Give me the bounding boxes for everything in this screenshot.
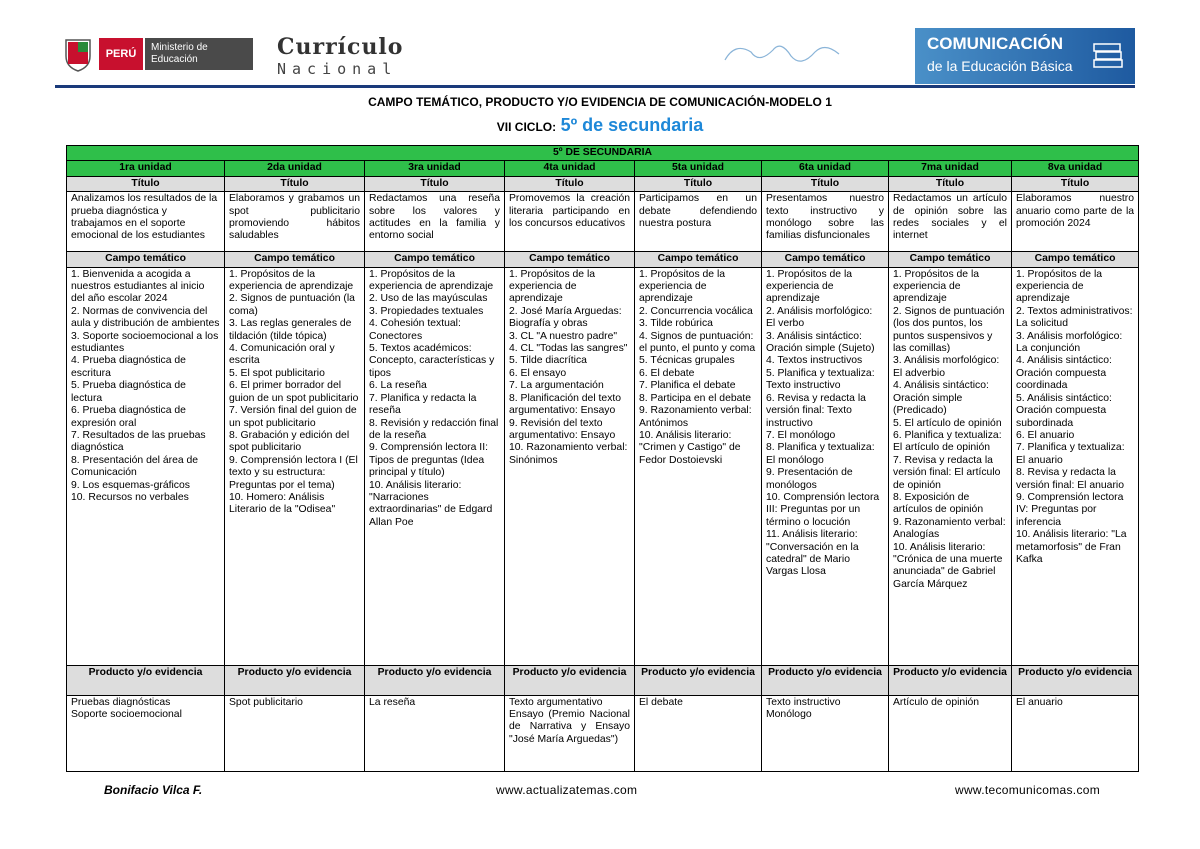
campo-label: Campo temático <box>225 252 365 267</box>
evidence-item: Artículo de opinión <box>893 696 980 708</box>
topic-item: 10. Análisis literario: "Crónica de una muerte anunciada" de Gabriel García Márquez <box>893 541 1003 590</box>
evidence-cell <box>225 695 365 771</box>
topic-item: 6. Prueba diagnóstica de expresión oral <box>71 405 186 429</box>
topic-item: 7. La argumentación <box>509 380 604 392</box>
topic-item: 8. Exposición de artículos de opinión <box>893 491 984 516</box>
topic-item: 3. Propiedades textuales <box>369 305 484 317</box>
titulo-label: Título <box>1012 176 1139 191</box>
ministry-label: Ministerio de Educación <box>145 38 253 70</box>
topic-item: 1. Propósitos de la experiencia de aprendizaje <box>639 268 726 305</box>
evidence-item: Soporte socioemocional <box>71 709 182 721</box>
producto-label: Producto y/o evidencia <box>365 665 505 695</box>
topic-item: 8. Grabación y edición del spot publicitario <box>229 429 350 454</box>
campo-label: Campo temático <box>67 252 225 267</box>
topic-item: 4. Análisis sintáctico: Oración compuesta coordinada <box>1016 355 1112 392</box>
evidence-item: Texto argumentativo <box>509 696 603 708</box>
topic-item: 4. Textos instructivos <box>766 355 863 367</box>
titulo-label: Título <box>365 176 505 191</box>
topic-item: 4. Análisis sintáctico: Oración simple (Predicado) <box>893 380 989 417</box>
unit-names-row <box>67 161 1139 176</box>
unit-name: 2da unidad <box>225 161 365 176</box>
producto-label: Producto y/o evidencia <box>762 665 889 695</box>
cycle-label: VII CICLO: <box>496 120 557 134</box>
evidence-item: Ensayo (Premio Nacional de Narrativa y Ensayo "José María Arguedas") <box>509 709 630 745</box>
topic-item: 6. El ensayo <box>509 367 567 379</box>
topics-cell <box>365 267 505 665</box>
producto-label: Producto y/o evidencia <box>67 665 225 695</box>
titulo-label: Título <box>225 176 365 191</box>
topic-item: 3. CL "A nuestro padre" <box>509 330 618 342</box>
topic-item: 8. Presentación del área de Comunicación <box>71 454 199 479</box>
topic-item: 3. Análisis morfológico: El adverbio <box>893 355 1000 379</box>
topic-item: 1. Propósitos de la experiencia de aprendizaje <box>369 268 494 293</box>
unit-title: Redactamos una reseña sobre los valores y actitudes en la familia y entorno social <box>365 192 505 252</box>
topic-item: 11. Análisis literario: "Conversación en la catedral" de Mario Vargas Llosa <box>766 529 859 578</box>
evidence-row <box>67 695 1139 771</box>
topic-item: 5. Tilde diacrítica <box>509 355 587 367</box>
website-link-1[interactable]: www.actualizatemas.com <box>496 783 638 797</box>
unit-titles-row <box>67 192 1139 252</box>
curriculum-title: Currículo <box>277 34 404 60</box>
topic-item: 7. Resultados de las pruebas diagnóstica <box>71 429 206 454</box>
unit-title: Participamos en un debate defendiendo nuestra postura <box>635 192 762 252</box>
evidence-item: Texto instructivo <box>766 696 841 708</box>
topics-cell <box>762 267 889 665</box>
topic-item: 9. Comprensión lectora II: Tipos de preguntas (Idea principal y título) <box>369 442 488 479</box>
topic-item: 10. Recursos no verbales <box>71 491 189 503</box>
topic-item: 4. Prueba diagnóstica de escritura <box>71 355 186 379</box>
topic-item: 2. Signos de puntuación (los dos puntos, los puntos suspensivos y las comillas) <box>893 305 1005 355</box>
evidence-item: Monólogo <box>766 709 812 721</box>
evidence-item: El debate <box>639 696 683 708</box>
titulo-label: Título <box>889 176 1012 191</box>
topic-item: 9. Razonamiento verbal: Analogías <box>893 516 1006 541</box>
cycle-line <box>0 115 1200 136</box>
author-name: Bonifacio Vilca F. <box>104 783 203 797</box>
topics-cell <box>225 267 365 665</box>
topic-item: 7. El monólogo <box>766 429 836 441</box>
unit-name: 7ma unidad <box>889 161 1012 176</box>
page-header <box>55 28 1135 88</box>
topic-item: 9. Comprensión lectora IV: Preguntas por inferencia <box>1016 491 1124 528</box>
unit-name: 3ra unidad <box>365 161 505 176</box>
campo-label: Campo temático <box>889 252 1012 267</box>
topic-item: 6. Planifica y textualiza: El artículo de opinión <box>893 429 1002 454</box>
topic-item: 1. Propósitos de la experiencia de aprendizaje <box>229 268 354 293</box>
topic-item: 2. Concurrencia vocálica <box>639 305 753 317</box>
campo-label-row <box>67 252 1139 267</box>
topic-item: 9. Revisión del texto argumentativo: Ensayo <box>509 417 616 441</box>
topic-item: 10. Análisis literario: "Crimen y Castigo" de Fedor Dostoievski <box>639 429 741 466</box>
evidence-item: El anuario <box>1016 696 1063 708</box>
topic-item: 2. Normas de convivencia del aula y distribución de ambientes <box>71 305 220 330</box>
topic-item: 8. Participa en el debate <box>639 392 752 404</box>
topic-item: 7. Revisa y redacta la versión final: El artículo de opinión <box>893 454 1001 491</box>
document-title: CAMPO TEMÁTICO, PRODUCTO Y/O EVIDENCIA DE COMUNICACIÓN-MODELO 1 <box>368 95 832 109</box>
unit-name: 8va unidad <box>1012 161 1139 176</box>
topic-item: 6. Revisa y redacta la versión final: Texto instructivo <box>766 392 866 429</box>
campo-label: Campo temático <box>505 252 635 267</box>
topic-item: 5. Análisis sintáctico: Oración compuesta subordinada <box>1016 392 1112 429</box>
topic-item: 8. Revisión y redacción final de la reseña <box>369 417 499 441</box>
topics-cell <box>635 267 762 665</box>
topic-item: 7. Planifica el debate <box>639 380 736 392</box>
unit-title: Redactamos un artículo de opinión sobre las redes sociales y el internet <box>889 192 1012 252</box>
banner-title: COMUNICACIÓN <box>927 34 1063 53</box>
topic-item: 3. Soporte socioemocional a los estudiantes <box>71 330 219 355</box>
topic-item: 5. Prueba diagnóstica de lectura <box>71 380 186 404</box>
evidence-cell <box>762 695 889 771</box>
unit-name: 6ta unidad <box>762 161 889 176</box>
topic-item: 10. Comprensión lectora III: Preguntas por un término o locución <box>766 491 880 528</box>
peru-shield-icon <box>63 36 93 72</box>
campo-label: Campo temático <box>635 252 762 267</box>
evidence-item: Spot publicitario <box>229 696 303 708</box>
evidence-item: La reseña <box>369 696 416 708</box>
topic-item: 1. Propósitos de la experiencia de aprendizaje <box>509 268 596 305</box>
topic-item: 1. Propósitos de la experiencia de aprendizaje <box>1016 268 1103 305</box>
unit-name: 4ta unidad <box>505 161 635 176</box>
topic-item: 3. Análisis morfológico: La conjunción <box>1016 330 1123 355</box>
topic-item: 6. El anuario <box>1016 429 1075 441</box>
topic-item: 3. Análisis sintáctico: Oración simple (Sujeto) <box>766 330 875 355</box>
topics-cell <box>1012 267 1139 665</box>
topic-item: 2. Uso de las mayúsculas <box>369 293 488 305</box>
evidence-cell <box>635 695 762 771</box>
communication-banner <box>915 28 1135 84</box>
evidence-cell <box>67 695 225 771</box>
campo-label: Campo temático <box>762 252 889 267</box>
titulo-label: Título <box>505 176 635 191</box>
topic-item: 10. Análisis literario: "Narraciones extraordinarias" de Edgard Allan Poe <box>369 479 493 528</box>
unit-name: 5ta unidad <box>635 161 762 176</box>
topic-item: 5. Planifica y textualiza: Texto instructivo <box>766 367 875 392</box>
titulo-label: Título <box>635 176 762 191</box>
evidence-cell <box>365 695 505 771</box>
website-link-2[interactable]: www.tecomunicomas.com <box>955 783 1101 797</box>
peru-label: PERÚ <box>99 38 143 70</box>
topics-cell <box>889 267 1012 665</box>
topic-item: 9. Razonamiento verbal: Antónimos <box>639 405 752 429</box>
grade-header-row <box>67 146 1139 161</box>
topic-item: 1. Propósitos de la experiencia de aprendizaje <box>893 268 980 305</box>
topic-item: 4. Cohesión textual: Conectores <box>369 318 461 342</box>
producto-label: Producto y/o evidencia <box>225 665 365 695</box>
producto-label-row <box>67 665 1139 695</box>
curriculum-subtitle: Nacional <box>277 60 398 78</box>
titulo-label: Título <box>762 176 889 191</box>
topic-item: 3. Las reglas generales de tildación (tilde tópica) <box>229 318 352 342</box>
unit-title: Elaboramos y grabamos un spot publicitario promoviendo hábitos saludables <box>225 192 365 252</box>
topic-item: 8. Revisa y redacta la versión final: El anuario <box>1016 467 1125 491</box>
unit-name: 1ra unidad <box>67 161 225 176</box>
topic-item: 10. Análisis literario: "La metamorfosis" de Fran Kafka <box>1016 529 1127 565</box>
producto-label: Producto y/o evidencia <box>635 665 762 695</box>
topic-item: 3. Tilde robúrica <box>639 318 713 330</box>
topic-item: 4. Comunicación oral y escrita <box>229 343 335 367</box>
unit-title: Promovemos la creación literaria participando en los concursos educativos <box>505 192 635 252</box>
topic-item: 8. Planificación del texto argumentativo: Ensayo <box>509 392 622 417</box>
campo-label: Campo temático <box>1012 252 1139 267</box>
grade-label: 5º de secundaria <box>560 115 704 135</box>
topic-item: 10. Homero: Análisis Literario de la "Odisea" <box>229 491 336 516</box>
topic-item: 9. Comprensión lectora I (El texto y su estructura: Preguntas por el tema) <box>229 454 358 491</box>
topic-item: 8. Planifica y textualiza: El monólogo <box>766 442 875 466</box>
evidence-cell <box>1012 695 1139 771</box>
topic-item: 5. Textos académicos: Concepto, características y tipos <box>369 343 495 379</box>
topics-cell <box>67 267 225 665</box>
evidence-item: Pruebas diagnósticas <box>71 696 171 708</box>
topic-item: 5. El spot publicitario <box>229 367 325 379</box>
topic-item: 2. José María Arguedas: Biografía y obras <box>509 305 622 330</box>
producto-label: Producto y/o evidencia <box>1012 665 1139 695</box>
topic-item: 2. Análisis morfológico: El verbo <box>766 305 873 330</box>
topic-item: 5. Técnicas grupales <box>639 355 735 367</box>
topic-item: 6. El debate <box>639 367 695 379</box>
evidence-cell <box>505 695 635 771</box>
topic-item: 7. Planifica y redacta la reseña <box>369 392 477 417</box>
evidence-cell <box>889 695 1012 771</box>
topic-item: 9. Los esquemas-gráficos <box>71 479 190 491</box>
topic-item: 7. Planifica y textualiza: El anuario <box>1016 442 1125 466</box>
topic-item: 10. Razonamiento verbal: Sinónimos <box>509 442 628 466</box>
titulo-label-row <box>67 176 1139 191</box>
unit-title: Presentamos nuestro texto instructivo y monólogo sobre las familias disfuncionales <box>762 192 889 252</box>
topic-item: 1. Propósitos de la experiencia de aprendizaje <box>766 268 853 305</box>
topic-item: 4. Signos de puntuación: el punto, el punto y coma <box>639 330 756 355</box>
topic-item: 9. Presentación de monólogos <box>766 467 853 491</box>
book-stack-icon <box>1091 38 1125 74</box>
unit-title: Analizamos los resultados de la prueba diagnóstica y trabajamos en el soporte emocional de los estudiantes <box>67 192 225 252</box>
topic-item: 7. Versión final del guion de un spot publicitario <box>229 405 357 429</box>
topic-item: 5. El artículo de opinión <box>893 417 1002 429</box>
topics-cell <box>505 267 635 665</box>
producto-label: Producto y/o evidencia <box>889 665 1012 695</box>
campo-label: Campo temático <box>365 252 505 267</box>
titulo-label: Título <box>67 176 225 191</box>
topic-item: 1. Bienvenida a acogida a nuestros estudiantes al inicio del año escolar 2024 <box>71 268 205 305</box>
producto-label: Producto y/o evidencia <box>505 665 635 695</box>
grade-header: 5º DE SECUNDARIA <box>67 146 1139 161</box>
topic-item: 2. Textos administrativos: La solicitud <box>1016 305 1133 330</box>
banner-subtitle: de la Educación Básica <box>927 58 1073 74</box>
unit-title: Elaboramos nuestro anuario como parte de la promoción 2024 <box>1012 192 1139 252</box>
topic-item: 6. La reseña <box>369 380 427 392</box>
decorative-scribble <box>715 34 845 70</box>
topics-row <box>67 267 1139 665</box>
header-divider <box>55 85 1135 88</box>
topic-item: 6. El primer borrador del guion de un spot publicitario <box>229 380 359 404</box>
topic-item: 4. CL "Todas las sangres" <box>509 343 628 355</box>
topic-item: 2. Signos de puntuación (la coma) <box>229 293 355 317</box>
curriculum-table <box>66 145 1139 772</box>
